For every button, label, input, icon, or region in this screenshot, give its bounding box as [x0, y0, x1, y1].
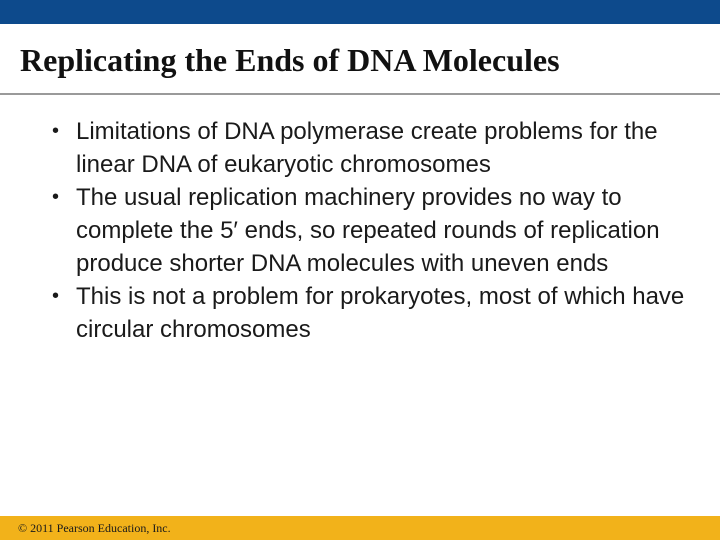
bullet-text: This is not a problem for prokaryotes, most of which have circular chromosomes: [76, 283, 685, 343]
title-divider: [0, 93, 720, 95]
bullet-item-replication-machinery: [50, 181, 690, 280]
bullet-list: [50, 115, 690, 346]
bullet-text: Limitations of DNA polymerase create problems for the linear DNA of eukaryotic chromosomes: [76, 118, 658, 178]
slide-title: Replicating the Ends of DNA Molecules: [20, 42, 560, 78]
bullet-item-prokaryotes: [50, 280, 690, 346]
bullet-text: The usual replication machinery provides no way to complete the 5′ ends, so repeated rounds of replication produce shorter DNA molecules with uneven ends: [76, 184, 660, 277]
copyright-notice: © 2011 Pearson Education, Inc.: [18, 521, 171, 535]
bullet-icon: •: [52, 120, 60, 142]
top-accent-bar: [0, 0, 720, 24]
bullet-item-polymerase-limitations: [50, 115, 690, 181]
bullet-icon: •: [52, 285, 60, 307]
bullet-icon: •: [52, 186, 60, 208]
